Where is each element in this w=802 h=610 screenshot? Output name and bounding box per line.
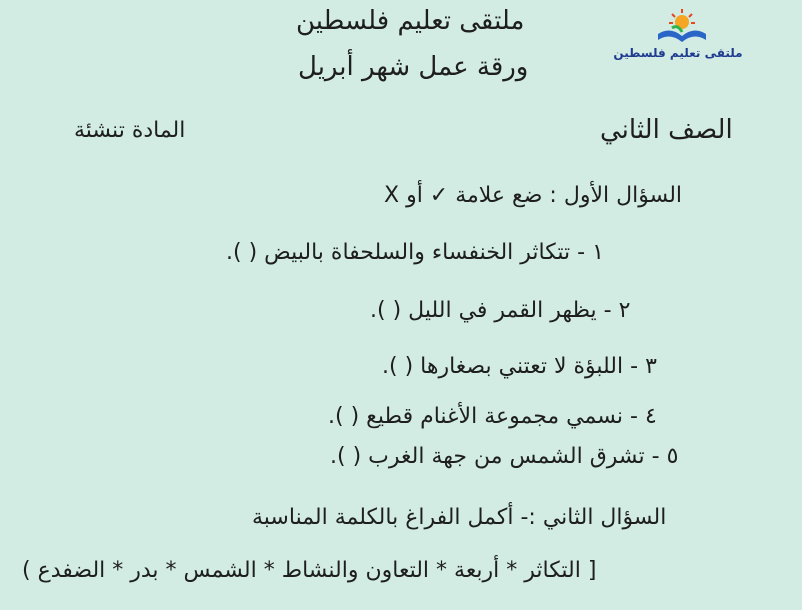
question-1-heading: السؤال الأول : ضع علامة ✓ أو X — [384, 183, 683, 208]
question-2-heading: السؤال الثاني :- أكمل الفراغ بالكلمة المناسبة — [252, 505, 667, 530]
subject-label: المادة تنشئة — [74, 118, 186, 143]
grade-label: الصف الثاني — [600, 115, 733, 145]
book-with-sun-icon — [612, 6, 744, 46]
answer-blank[interactable]: ( ) — [389, 354, 414, 379]
question-1-item: ٣ - اللبؤة لا تعتني بصغارها ( ). — [382, 354, 657, 379]
answer-blank[interactable]: ( ) — [233, 240, 258, 265]
question-1-item: ٤ - نسمي مجموعة الأغنام قطيع ( ). — [328, 404, 657, 429]
answer-blank[interactable]: ( ) — [337, 444, 362, 469]
question-1-item: ١ - تتكاثر الخنفساء والسلحفاة بالبيض ( ). — [226, 240, 604, 265]
logo-text: ملتقى تعليم فلسطين — [613, 46, 743, 60]
word-bank: [ التكاثر * أربعة * التعاون والنشاط * الشمس * بدر * الضفدع ) — [22, 558, 597, 583]
worksheet-title: ملتقى تعليم فلسطين — [296, 6, 525, 36]
question-1-item: ٥ - تشرق الشمس من جهة الغرب ( ). — [330, 444, 679, 469]
answer-blank[interactable]: ( ) — [377, 298, 402, 323]
answer-blank[interactable]: ( ) — [335, 404, 360, 429]
question-1-item: ٢ - يظهر القمر في الليل ( ). — [370, 298, 631, 323]
worksheet-subtitle: ورقة عمل شهر أبريل — [298, 52, 529, 82]
site-logo — [612, 6, 744, 64]
